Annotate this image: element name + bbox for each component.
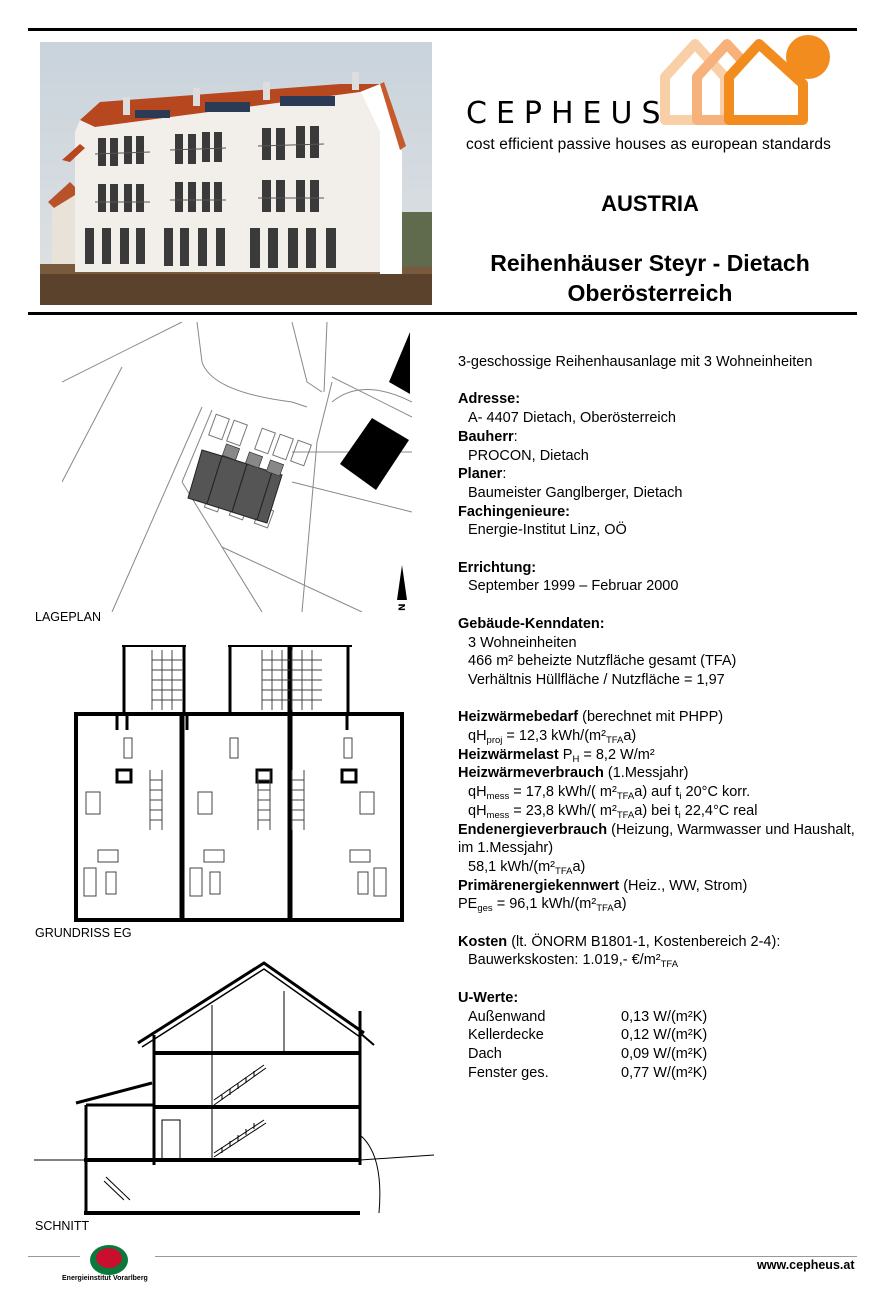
construction-value: September 1999 – Februar 2000 [468, 578, 679, 595]
costs-row: Kosten (lt. ÖNORM B1801-1, Kostenbereich 2-4): [458, 933, 781, 950]
qh-mess-row-1: $qH_{mess} = 17,8$ kWh/( $m^2_{TFA}a$) auf $t_i$ 20°C korr. [468, 784, 751, 803]
header-bottom-rule [28, 312, 857, 315]
costs-value: Bauwerkskosten: 1.019,- $€/m^2_{TFA}$ [468, 952, 679, 971]
address-label: Adresse: [458, 391, 521, 408]
final-energy-value: 58,1 kWh/$(m^2_{TFA}a)$ [468, 858, 586, 877]
intro-text: 3-geschossige Reihenhausanlage mit 3 Wohneinheiten [458, 354, 813, 370]
heat-use-row: Heizwärmeverbrauch (1.Messjahr) [458, 765, 689, 782]
footer-rule [155, 1256, 857, 1257]
building-data-line: Verhältnis Hüllfläche / Nutzfläche = 1,97 [468, 671, 725, 688]
section-drawing [34, 955, 439, 1220]
address-value: A- 4407 Dietach, Oberösterreich [468, 410, 676, 427]
project-title: Reihenhäuser Steyr - Dietach [490, 250, 810, 276]
pe-ges-row: $PE_{ges} = 96,1$ kWh/$(m^2_{TFA}a)$ [458, 896, 627, 915]
u-value-row: Fenster ges. 0,77 W/(m²K) [468, 1064, 708, 1081]
heat-demand-row: Heizwärmebedarf (berechnet mit PHPP) [458, 709, 724, 726]
country-heading: AUSTRIA [601, 191, 699, 216]
brand-tagline: cost efficient passive houses as european standards [466, 136, 831, 153]
building-photo [40, 42, 432, 305]
building-data-line: 3 Wohneinheiten [468, 634, 577, 651]
project-info [458, 353, 858, 1082]
client-label: Bauherr: [458, 428, 518, 445]
u-values-label: U-Werte: [458, 989, 519, 1006]
qh-proj-row: $qH_{proj} = 12,3$ kWh/$(m^2_{TFA}a)$ [468, 728, 637, 746]
cepheus-logo-icon [655, 32, 835, 127]
website-link[interactable]: www.cepheus.at [757, 1258, 855, 1272]
site-plan-caption: LAGEPLAN [35, 610, 102, 624]
floor-plan-caption: GRUNDRISS EG [35, 926, 132, 940]
u-value-row: Dach 0,09 W/(m²K) [468, 1045, 708, 1062]
project-region: Oberösterreich [567, 280, 733, 306]
u-value-row: Kellerdecke 0,12 W/(m²K) [468, 1027, 708, 1044]
site-plan-drawing [62, 322, 412, 612]
primary-energy-row: Primärenergiekennwert (Heiz., WW, Strom) [458, 877, 748, 894]
building-data-line: 466 m² beheizte Nutzfläche gesamt (TFA) [468, 653, 737, 670]
brand-name: CEPHEUS [466, 96, 670, 131]
final-energy-row: Endenergieverbrauch (Heizung, Warmwasser und Haushalt, im 1.Messjahr) [458, 821, 855, 857]
planner-value: Baumeister Ganglberger, Dietach [468, 484, 683, 501]
construction-label: Errichtung: [458, 559, 537, 576]
u-value-row: Außenwand 0,13 W/(m²K) [468, 1008, 708, 1025]
top-rule [28, 28, 857, 31]
energieinstitut-name: Energieinstitut Vorarlberg [62, 1275, 148, 1282]
heat-load-row: Heizwärmelast $P_H = 8,2$ W/m² [458, 746, 655, 765]
client-value: PROCON, Dietach [468, 447, 589, 464]
qh-mess-row-2: $qH_{mess} = 23,8$ kWh/( $m^2_{TFA}a$) bei $t_i$ 22,4°C real [468, 802, 758, 821]
planner-label: Planer: [458, 466, 507, 483]
section-caption: SCHNITT [35, 1219, 90, 1233]
building-data-label: Gebäude-Kenndaten: [458, 615, 605, 632]
svg-text:N: N [398, 603, 408, 611]
engineers-label: Fachingenieure: [458, 503, 570, 520]
floor-plan-drawing [62, 640, 407, 925]
engineers-value: Energie-Institut Linz, OÖ [468, 522, 627, 539]
